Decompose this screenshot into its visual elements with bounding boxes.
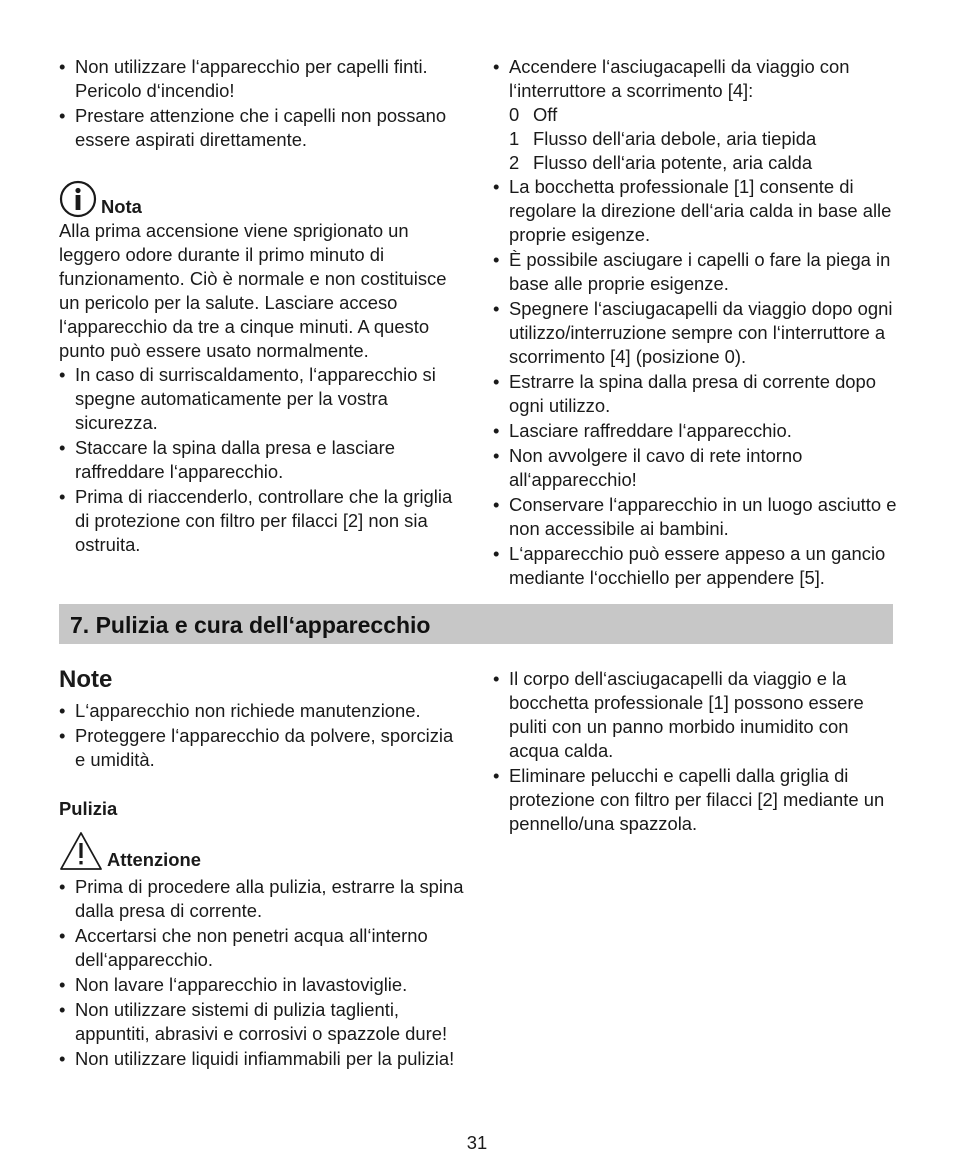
switch-position-text: Off <box>533 104 558 125</box>
list-item: • Estrarre la spina dalla presa di corrente dopo ogni utilizzo. <box>493 370 898 418</box>
safety-list-b <box>59 363 464 557</box>
list-item: • Non utilizzare sistemi di pulizia taglienti, appuntiti, abrasivi e corrosivi o spazzole dure! <box>59 998 464 1046</box>
switch-position-number: 2 <box>509 152 520 173</box>
list-item: • L‘apparecchio non richiede manutenzione. <box>59 699 464 723</box>
section-title: 7. Pulizia e cura dell‘apparecchio <box>70 612 431 638</box>
list-item: • È possibile asciugare i capelli o fare la piega in base alle proprie esigenze. <box>493 248 898 296</box>
list-item: • Conservare l‘apparecchio in un luogo asciutto e non accessibile ai bambini. <box>493 493 898 541</box>
list-item: • Il corpo dell‘asciugacapelli da viaggio e la bocchetta professionale [1] possono essere puliti con un panno morbido inumidito con acqua calda. <box>493 667 898 763</box>
list-item: • Prima di procedere alla pulizia, estrarre la spina dalla presa di corrente. <box>59 875 464 923</box>
list-item: • Proteggere l‘apparecchio da polvere, sporcizia e umidità. <box>59 724 464 772</box>
list-item: • Non lavare l‘apparecchio in lavastoviglie. <box>59 973 464 997</box>
note-header <box>59 178 464 218</box>
list-item: • Non avvolgere il cavo di rete intorno all‘apparecchio! <box>493 444 898 492</box>
list-item: • La bocchetta professionale [1] consente di regolare la direzione dell‘aria calda in base alle proprie esigenze. <box>493 175 898 247</box>
list-item: • Non utilizzare liquidi infiammabili per la pulizia! <box>59 1047 464 1071</box>
list-item: • Prestare attenzione che i capelli non possano essere aspirati direttamente. <box>59 104 464 152</box>
bottom-right-column <box>493 667 898 836</box>
list-item: • Non utilizzare l‘apparecchio per capelli finti. Pericolo d‘incendio! <box>59 55 464 103</box>
list-item: • L‘apparecchio può essere appeso a un gancio mediante l‘occhiello per appendere [5]. <box>493 542 898 590</box>
bottom-left-column <box>59 666 464 1071</box>
switch-position-number: 1 <box>509 128 520 149</box>
cleaning-list <box>493 667 898 836</box>
list-item: • Eliminare pelucchi e capelli dalla griglia di protezione con filtro per filacci [2] mediante un pennello/una spazzola. <box>493 764 898 836</box>
list-item: • Accertarsi che non penetri acqua all‘interno dell‘apparecchio. <box>59 924 464 972</box>
top-right-column <box>493 55 898 590</box>
note-label: Nota <box>101 196 142 217</box>
warning-triangle-icon <box>59 831 103 871</box>
list-item: • Staccare la spina dalla presa e lasciare raffreddare l‘apparecchio. <box>59 436 464 484</box>
list-item: • Lasciare raffreddare l‘apparecchio. <box>493 419 898 443</box>
note-text: Alla prima accensione viene sprigionato un leggero odore durante il primo minuto di funzionamento. Ciò è normale e non costituisce un pericolo per la salute. Lasciare acceso l‘apparecchio da tre a cinque minuti. A questo punto può essere usato normalmente. <box>59 220 447 361</box>
note-heading: Note <box>59 666 113 693</box>
switch-position-number: 0 <box>509 104 520 125</box>
section-heading-bar <box>59 604 893 644</box>
switch-position-item <box>509 127 898 151</box>
warning-header <box>59 831 464 871</box>
switch-position-item <box>509 103 898 127</box>
usage-list <box>493 175 898 590</box>
list-item: • In caso di surriscaldamento, l‘apparecchio si spegne automaticamente per la vostra sicurezza. <box>59 363 464 435</box>
switch-position-text: Flusso dell‘aria potente, aria calda <box>533 152 813 173</box>
list-item: • Accendere l‘asciugacapelli da viaggio con l‘interruttore a scorrimento [4]: <box>493 55 898 103</box>
safety-list-a <box>59 55 464 152</box>
cleaning-heading: Pulizia <box>59 798 118 819</box>
switch-position-item <box>509 151 898 175</box>
warning-list <box>59 875 464 1071</box>
switch-position-text: Flusso dell‘aria debole, aria tiepida <box>533 128 817 149</box>
note-list <box>59 699 464 772</box>
list-item: • Spegnere l‘asciugacapelli da viaggio dopo ogni utilizzo/interruzione sempre con l‘interruttore a scorrimento [4] (posizione 0). <box>493 297 898 369</box>
warning-label: Attenzione <box>107 849 201 870</box>
operation-list <box>493 55 898 103</box>
page-number: 31 <box>466 1132 488 1153</box>
list-item: • Prima di riaccenderlo, controllare che la griglia di protezione con filtro per filacci [2] non sia ostruita. <box>59 485 464 557</box>
switch-positions-list <box>509 103 898 175</box>
top-left-column <box>59 55 464 557</box>
info-icon <box>59 180 97 218</box>
list-item-line: Pericolo d‘incendio! <box>75 80 235 101</box>
